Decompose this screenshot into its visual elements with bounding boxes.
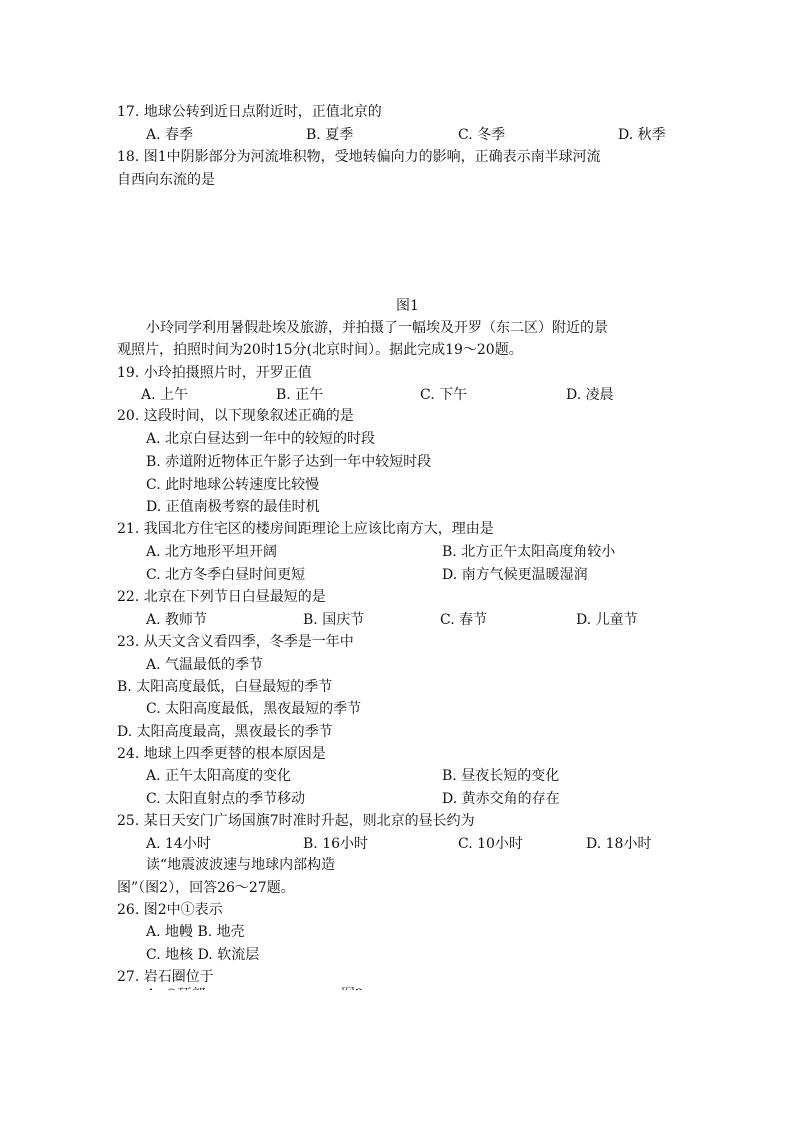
q23-stem: 23. 从天文含义看四季，冬季是一年中 <box>117 634 354 650</box>
q20-stem: 20. 这段时间，以下现象叙述正确的是 <box>117 408 354 424</box>
q17-option-b: B. 夏季 <box>306 127 354 143</box>
passage-1-line1: 小玲同学利用暑假赴埃及旅游，并拍摄了一幅埃及开罗（东二区）附近的景 <box>146 320 608 336</box>
q25-option-b: B. 16小时 <box>303 836 369 852</box>
q25-option-d: D. 18小时 <box>586 836 652 852</box>
q19-option-d: D. 凌晨 <box>566 387 614 403</box>
page-cutoff-mask <box>0 990 794 1123</box>
q22-option-a: A. 教师节 <box>146 612 208 628</box>
q26-options-row1: A. 地幔 B. 地壳 <box>146 924 245 940</box>
q20-option-d: D. 正值南极考察的最佳时机 <box>146 499 320 515</box>
q18-stem-line2: 自西向东流的是 <box>117 172 215 188</box>
passage-2-line2: 图”（图2），回答26～27题。 <box>117 880 295 896</box>
q23-option-b: B. 太阳高度最低，白昼最短的季节 <box>117 679 333 695</box>
q17-stem: 17. 地球公转到近日点附近时，正值北京的 <box>117 104 382 120</box>
q24-option-b: B. 昼夜长短的变化 <box>442 768 560 784</box>
q19-option-c: C. 下午 <box>420 387 468 403</box>
q18-stem-line1: 18. 图1中阴影部分为河流堆积物，受地转偏向力的影响，正确表示南半球河流 <box>117 149 601 165</box>
q22-option-c: C. 春节 <box>440 612 488 628</box>
q23-option-a: A. 气温最低的季节 <box>146 657 264 673</box>
q22-option-b: B. 国庆节 <box>303 612 365 628</box>
q19-option-b: B. 正午 <box>276 387 324 403</box>
figure-1-caption: 图1 <box>396 298 419 314</box>
q26-options-row2: C. 地核 D. 软流层 <box>146 947 260 963</box>
q24-option-d: D. 黄赤交角的存在 <box>442 791 560 807</box>
q19-option-a: A. 上午 <box>141 387 189 403</box>
q24-option-a: A. 正午太阳高度的变化 <box>146 768 292 784</box>
q20-option-c: C. 此时地球公转速度比较慢 <box>146 477 320 493</box>
q26-stem: 26. 图2中①表示 <box>117 902 223 918</box>
q22-stem: 22. 北京在下列节日白昼最短的是 <box>117 589 326 605</box>
q23-option-d: D. 太阳高度最高，黑夜最长的季节 <box>117 724 333 740</box>
q17-option-c: C. 冬季 <box>458 127 506 143</box>
q21-stem: 21. 我国北方住宅区的楼房间距理论上应该比南方大，理由是 <box>117 521 494 537</box>
q17-option-a: A. 春季 <box>146 127 194 143</box>
q22-option-d: D. 儿童节 <box>576 612 638 628</box>
q23-option-c: C. 太阳高度最低，黑夜最短的季节 <box>146 701 362 717</box>
q25-option-a: A. 14小时 <box>146 836 211 852</box>
q17-option-d: D. 秋季 <box>618 127 666 143</box>
passage-1-line2: 观照片，拍照时间为20时15分(北京时间）。据此完成19～20题。 <box>117 342 523 358</box>
q21-option-c: C. 北方冬季白昼时间更短 <box>146 567 306 583</box>
q19-stem: 19. 小玲拍摄照片时，开罗正值 <box>117 365 312 381</box>
q21-option-d: D. 南方气候更温暖湿润 <box>442 567 588 583</box>
q24-stem: 24. 地球上四季更替的根本原因是 <box>117 746 326 762</box>
passage-2-line1: 读“地震波波速与地球内部构造 <box>146 857 336 873</box>
q20-option-a: A. 北京白昼达到一年中的较短的时段 <box>146 431 376 447</box>
q20-option-b: B. 赤道附近物体正午影子达到一年中较短时段 <box>146 454 432 470</box>
q27-stem: 27. 岩石圈位于 <box>117 969 214 985</box>
q24-option-c: C. 太阳直射点的季节移动 <box>146 791 306 807</box>
q21-option-b: B. 北方正午太阳高度角较小 <box>442 544 616 560</box>
q25-option-c: C. 10小时 <box>458 836 523 852</box>
q21-option-a: A. 北方地形平坦开阔 <box>146 544 278 560</box>
q25-stem: 25. 某日天安门广场国旗7时准时升起，则北京的昼长约为 <box>117 813 475 829</box>
